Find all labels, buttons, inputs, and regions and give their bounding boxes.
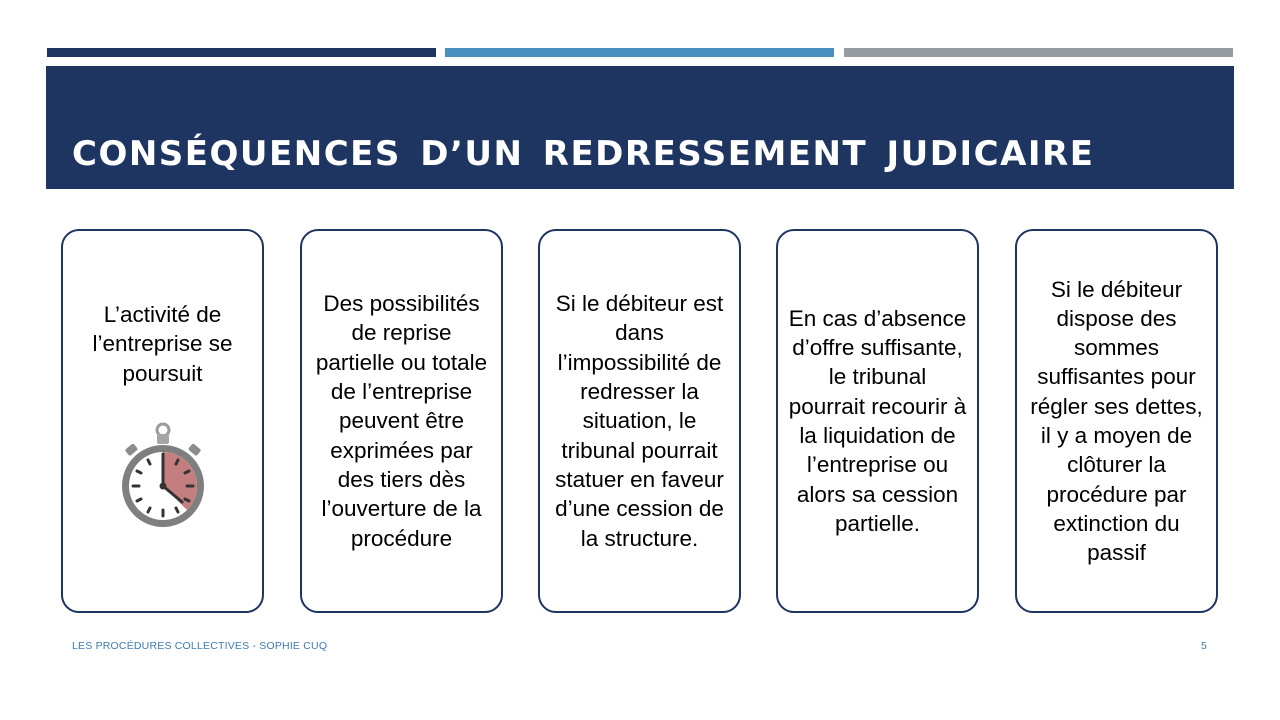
card-text: L’activité de l’entreprise se poursuit [92,302,233,386]
card-cession-of-structure [538,229,741,613]
card-text: Des possibilités de reprise partielle ou totale de l’entreprise peuvent être exprimées par des tiers dès l’ouverture de la procédure [315,291,488,551]
slide-title: CONSÉQUENCES D’UN REDRESSEMENT JUDICAIRE [72,134,1095,174]
footer-text: LES PROCÉDURES COLLECTIVES - SOPHIE CUQ [72,640,328,652]
title-band [46,66,1234,189]
card-text: Si le débiteur dispose des sommes suffisantes pour régler ses dettes, il y a moyen de clôturer la procédure par extinction du passif [1030,276,1203,566]
card-partial-or-total-takeover [300,229,503,613]
decorative-bar-dark [47,48,436,57]
decorative-bar-blue [445,48,834,57]
card-liquidation-or-partial-cession [776,229,979,613]
decorative-bar-grey [844,48,1233,57]
page-number: 5 [1201,640,1207,652]
card-text: Si le débiteur est dans l’impossibilité de redresser la situation, le tribunal pourrait statuer en faveur d’une cession de la structure. [555,291,724,551]
card-text: En cas d’absence d’offre suffisante, le tribunal pourrait recourir à la liquidation de l’entreprise ou alors sa cession partielle. [788,305,967,536]
card-activity-continues [61,229,264,613]
card-closure-by-extinction [1015,229,1218,613]
stopwatch-icon [120,422,206,530]
